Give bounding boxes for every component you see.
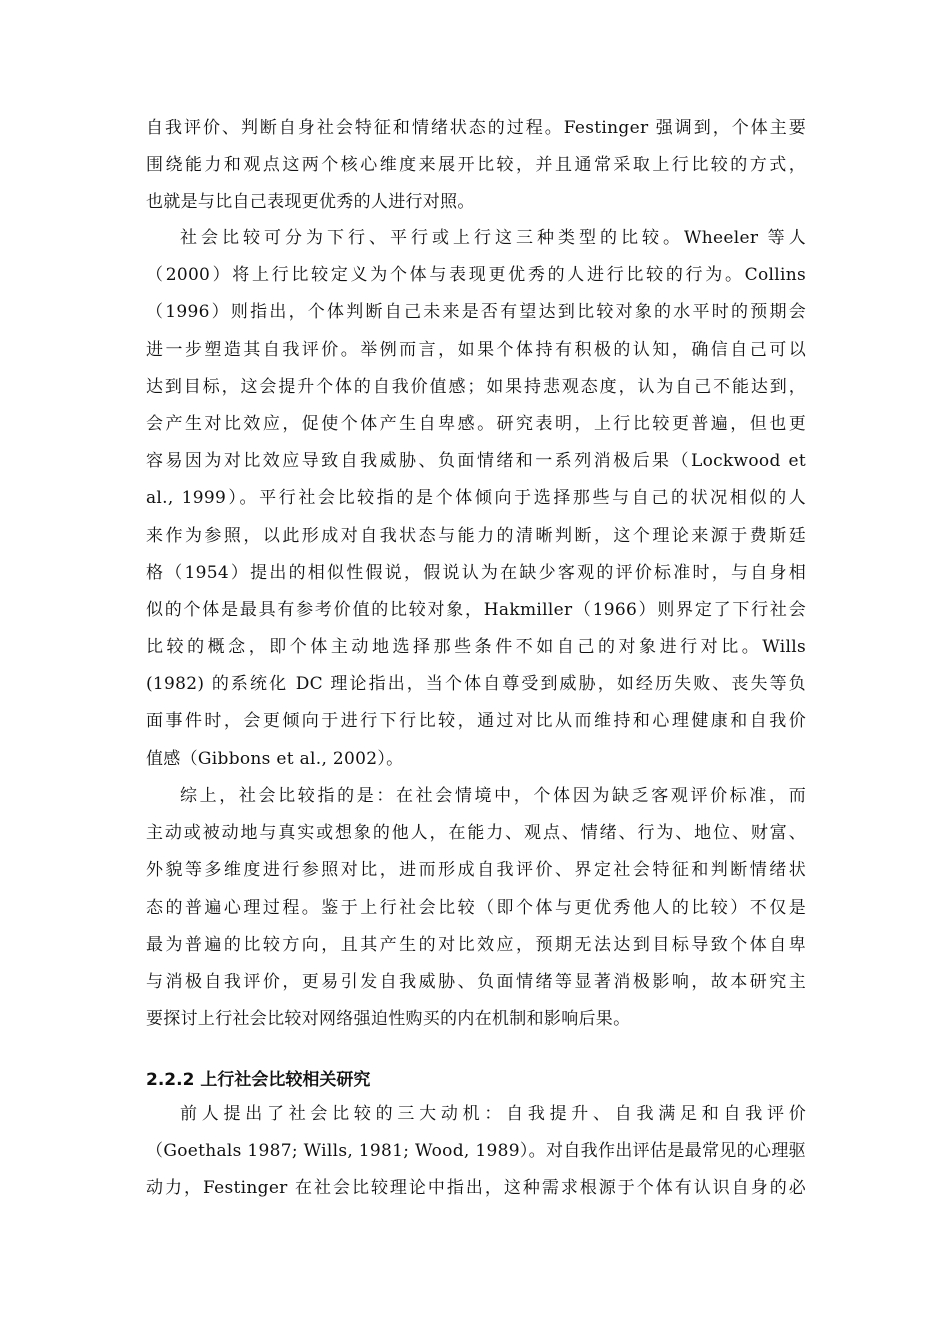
text-line: 自我评价、判断自身社会特征和情绪状态的过程。Festinger 强调到，个体主要 — [146, 118, 806, 138]
text-line: 面事件时，会更倾向于进行下行比较，通过对比从而维持和心理健康和自我价 — [146, 711, 806, 732]
paragraph-2 — [146, 220, 806, 778]
text-line: 与消极自我评价，更易引发自我威胁、负面情绪等显著消极影响，故本研究主 — [146, 971, 806, 992]
text-line: 容易因为对比效应导致自我威胁、负面情绪和一系列消极后果（Lockwood et — [146, 451, 806, 472]
text-line: 主动或被动地与真实或想象的他人，在能力、观点、情绪、行为、地位、财富、 — [146, 823, 806, 844]
text-line: 也就是与比自己表现更优秀的人进行对照。 — [146, 192, 475, 213]
text-line: 围绕能力和观点这两个核心维度来展开比较，并且通常采取上行比较的方式， — [146, 155, 806, 176]
text-line: 值感（Gibbons et al., 2002）。 — [146, 748, 404, 769]
text-line: 前人提出了社会比较的三大动机：自我提升、自我满足和自我评价 — [180, 1104, 806, 1124]
text-line: 进一步塑造其自我评价。举例而言，如果个体持有积极的认知，确信自己可以 — [146, 339, 806, 360]
text-line: 综上，社会比较指的是：在社会情境中，个体因为缺乏客观评价标准，而 — [180, 786, 806, 806]
text-line: 达到目标，这会提升个体的自我价值感；如果持悲观态度，认为自己不能达到， — [146, 376, 806, 397]
paragraph-1 — [146, 110, 806, 222]
text-line: 态的普遍心理过程。鉴于上行社会比较（即个体与更优秀他人的比较）不仅是 — [146, 897, 806, 918]
text-line: 外貌等多维度进行参照对比，进而形成自我评价、界定社会特征和判断情绪状 — [146, 860, 806, 881]
text-line: (1982) 的系统化 DC 理论指出，当个体自尊受到威胁，如经历失败、丧失等负 — [146, 674, 806, 695]
text-line: 格（1954）提出的相似性假说，假说认为在缺少客观的评价标准时，与自身相 — [146, 562, 806, 583]
text-line: 要探讨上行社会比较对网络强迫性购买的内在机制和影响后果。 — [146, 1009, 631, 1030]
section-heading: 2.2.2 上行社会比较相关研究 — [146, 1070, 371, 1090]
text-line: （2000）将上行比较定义为个体与表现更优秀的人进行比较的行为。Collins — [146, 265, 806, 286]
paragraph-4 — [146, 1096, 806, 1208]
text-line: （1996）则指出，个体判断自己未来是否有望达到比较对象的水平时的预期会 — [146, 302, 806, 323]
text-line: 来作为参照，以此形成对自我状态与能力的清晰判断，这个理论来源于费斯廷 — [146, 525, 806, 546]
text-line: 似的个体是最具有参考价值的比较对象，Hakmiller（1966）则界定了下行社会 — [146, 599, 806, 620]
paragraph-3 — [146, 778, 806, 1038]
text-line: 社会比较可分为下行、平行或上行这三种类型的比较。Wheeler 等人 — [180, 228, 806, 248]
text-line: 会产生对比效应，促使个体产生自卑感。研究表明，上行比较更普遍，但也更 — [146, 413, 806, 434]
text-line: 动力，Festinger 在社会比较理论中指出，这种需求根源于个体有认识自身的必 — [146, 1178, 806, 1199]
text-line: al., 1999）。平行社会比较指的是个体倾向于选择那些与自己的状况相似的人 — [146, 488, 806, 509]
text-line: 最为普遍的比较方向，且其产生的对比效应，预期无法达到目标导致个体自卑 — [146, 934, 806, 955]
text-line: （Goethals 1987; Wills, 1981; Wood, 1989）。对自我作出评估是最常见的心理驱 — [146, 1141, 806, 1162]
text-line: 比较的概念，即个体主动地选择那些条件不如自己的对象进行对比。Wills — [146, 637, 806, 658]
